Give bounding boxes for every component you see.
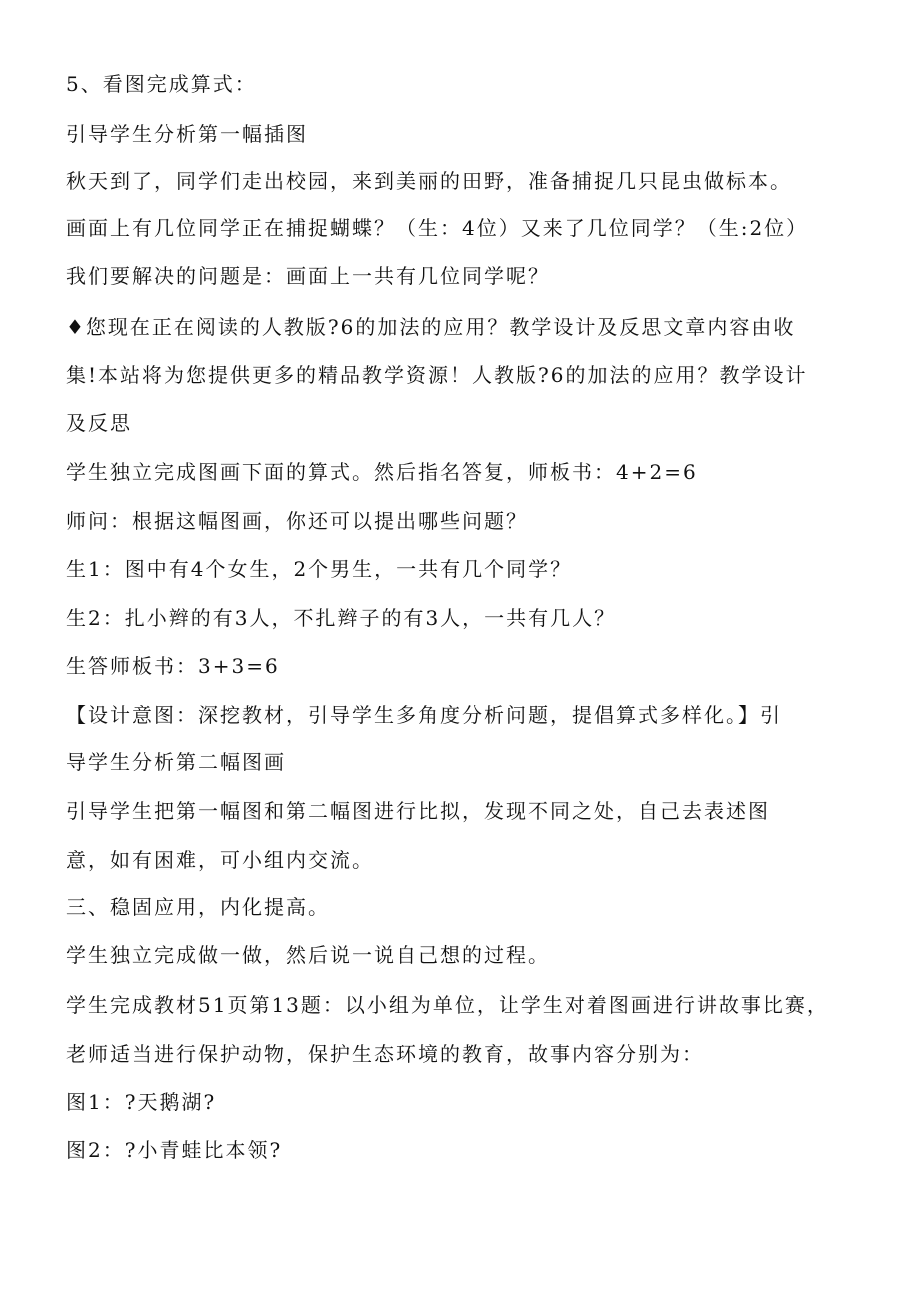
text-line: 我们要解决的问题是：画面上一共有几位同学呢？: [66, 264, 550, 288]
text-line: 生答师板书：3+3=6: [66, 654, 280, 678]
text-line: 学生完成教材51页第13题：以小组为单位，让学生对着图画进行讲故事比赛，: [66, 993, 829, 1017]
text-line: 图2：?小青蛙比本领?: [66, 1138, 283, 1162]
text-line: 生2：扎小辫的有3人，不扎辫子的有3人，一共有几人？: [66, 606, 617, 630]
text-line: 秋天到了，同学们走出校园，来到美丽的田野，准备捕捉几只昆虫做标本。: [66, 169, 792, 193]
text-line: 【设计意图：深挖教材，引导学生多角度分析问题，提倡算式多样化。】引: [66, 703, 782, 727]
text-line: 图1：?天鹅湖?: [66, 1090, 217, 1114]
text-line: 学生独立完成图画下面的算式。然后指名答复，师板书：4+2=6: [66, 460, 698, 484]
text-line: 导学生分析第二幅图画: [66, 750, 286, 774]
text-line: 引导学生把第一幅图和第二幅图进行比拟，发现不同之处，自己去表述图: [66, 799, 770, 823]
text-line: ♦您现在正在阅读的人教版?6的加法的应用？教学设计及反思文章内容由收: [66, 315, 796, 339]
text-line: 师问：根据这幅图画，你还可以提出哪些问题？: [66, 509, 528, 533]
text-line: 及反思: [66, 411, 132, 435]
text-line: 意，如有困难，可小组内交流。: [66, 848, 374, 872]
text-line: 引导学生分析第一幅插图: [66, 122, 308, 146]
text-line: 老师适当进行保护动物，保护生态环境的教育，故事内容分别为：: [66, 1042, 704, 1066]
text-line: 画面上有几位同学正在捕捉蝴蝶？（生：4位）又来了几位同学？（生:2位）: [66, 216, 809, 240]
text-line: 学生独立完成做一做，然后说一说自己想的过程。: [66, 943, 550, 967]
text-line: 集!本站将为您提供更多的精品教学资源！人教版?6的加法的应用？教学设计: [66, 363, 808, 387]
heading-section-three: 三、稳固应用，内化提高。: [66, 895, 330, 919]
heading-look-and-complete: 5、看图完成算式：: [66, 72, 257, 96]
text-line: 生1：图中有4个女生，2个男生，一共有几个同学？: [66, 557, 573, 581]
